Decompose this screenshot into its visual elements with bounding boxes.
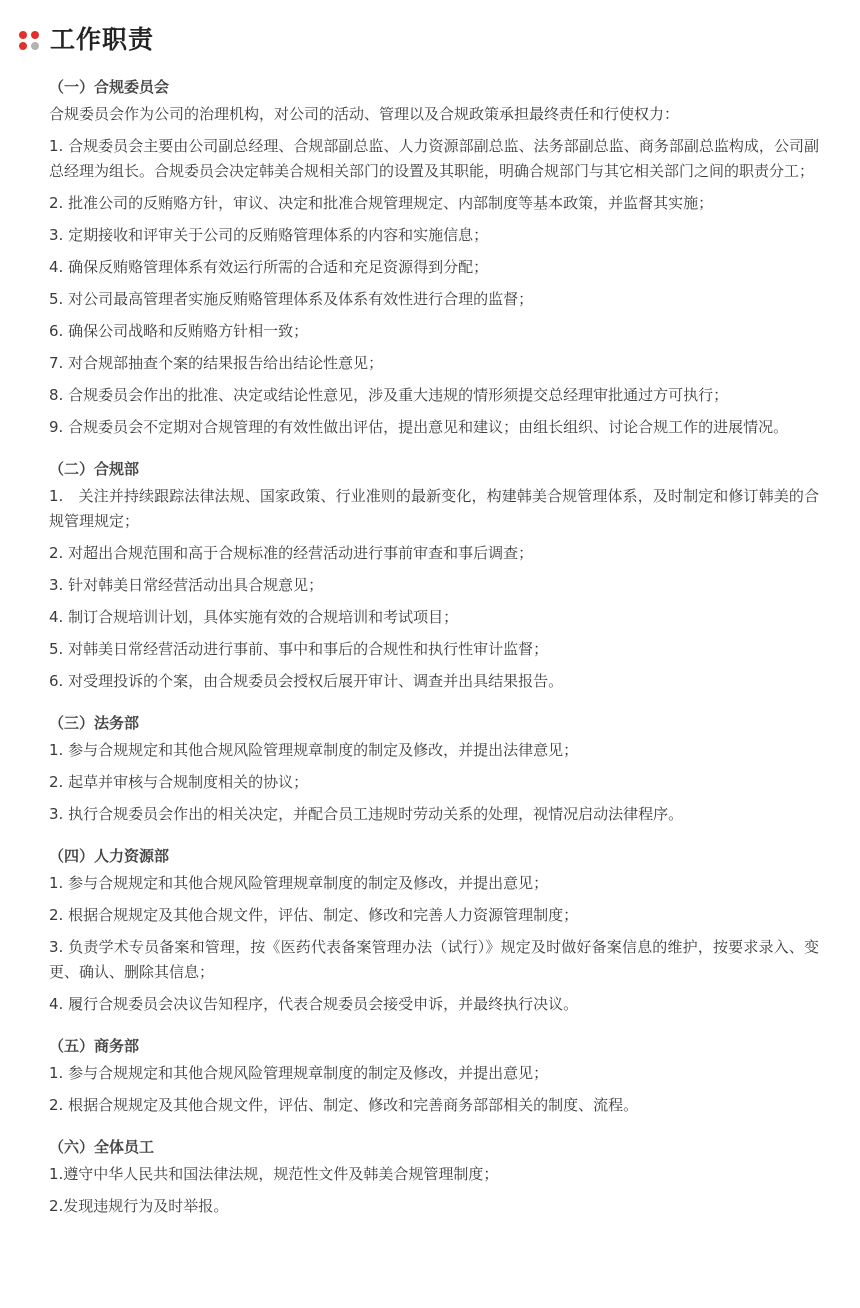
section-title: （二）合规部: [49, 460, 140, 478]
section-paragraph: 2. 对超出合规范围和高于合规标准的经营活动进行事前审查和事后调查；: [49, 544, 534, 562]
section-paragraph: 5. 对公司最高管理者实施反贿赂管理体系及体系有效性进行合理的监督；: [49, 290, 534, 308]
four-dots-icon: [18, 28, 42, 52]
section-title: （一）合规委员会: [49, 78, 170, 96]
section-title: （三）法务部: [49, 714, 140, 732]
section-paragraph: 2. 根据合规规定及其他合规文件，评估、制定、修改和完善人力资源管理制度；: [49, 906, 579, 924]
section-paragraph: 4. 制订合规培训计划，具体实施有效的合规培训和考试项目；: [49, 608, 459, 626]
section-paragraph: 1. 参与合规规定和其他合规风险管理规章制度的制定及修改，并提出意见；: [49, 1064, 549, 1082]
section-paragraph: 2. 起草并审核与合规制度相关的协议；: [49, 773, 309, 791]
section-paragraph: 8. 合规委员会作出的批准、决定或结论性意见，涉及重大违规的情形须提交总经理审批通过方可执行；: [49, 386, 729, 404]
section-6: [49, 1132, 819, 1219]
section-paragraph: 2. 根据合规规定及其他合规文件，评估、制定、修改和完善商务部部相关的制度、流程。: [49, 1096, 639, 1114]
red-dot: [31, 31, 39, 39]
page-header: [18, 24, 154, 56]
section-paragraph: 合规委员会作为公司的治理机构，对公司的活动、管理以及合规政策承担最终责任和行使权力：: [49, 105, 680, 123]
section-2: [49, 454, 819, 694]
gray-dot: [31, 42, 39, 50]
section-paragraph: 5. 对韩美日常经营活动进行事前、事中和事后的合规性和执行性审计监督；: [49, 640, 549, 658]
section-paragraph: 7. 对合规部抽查个案的结果报告给出结论性意见；: [49, 354, 384, 372]
section-paragraph: 1.遵守中华人民共和国法律法规，规范性文件及韩美合规管理制度；: [49, 1165, 499, 1183]
section-paragraph: 3. 执行合规委员会作出的相关决定，并配合员工违规时劳动关系的处理，视情况启动法律程序。: [49, 805, 684, 823]
responsibilities-content: [49, 72, 819, 1233]
red-dot: [19, 31, 27, 39]
section-paragraph: 1. 参与合规规定和其他合规风险管理规章制度的制定及修改，并提出法律意见；: [49, 741, 579, 759]
section-paragraph: 2.发现违规行为及时举报。: [49, 1197, 229, 1215]
section-paragraph: 1. 参与合规规定和其他合规风险管理规章制度的制定及修改，并提出意见；: [49, 874, 549, 892]
section-paragraph: 9. 合规委员会不定期对合规管理的有效性做出评估，提出意见和建议；由组长组织、讨论合规工作的进展情况。: [49, 418, 789, 436]
section-title: （四）人力资源部: [49, 847, 170, 865]
section-paragraph: 3. 负责学术专员备案和管理，按《医药代表备案管理办法（试行）》规定及时做好备案信息的维护，按要求录入、变更、确认、删除其信息；: [49, 938, 819, 981]
page-title: 工作职责: [50, 25, 155, 54]
section-paragraph: 6. 确保公司战略和反贿赂方针相一致；: [49, 322, 309, 340]
section-title: （六）全体员工: [49, 1138, 155, 1156]
section-paragraph: 1. 合规委员会主要由公司副总经理、合规部副总监、人力资源部副总监、法务部副总监、商务部副总监构成，公司副总经理为组长。合规委员会决定韩美合规相关部门的设置及其职能，明确合规部门与其它相关部门之间的职责分工；: [49, 137, 819, 180]
section-paragraph: 6. 对受理投诉的个案，由合规委员会授权后展开审计、调查并出具结果报告。: [49, 672, 564, 690]
section-paragraph: 3. 定期接收和评审关于公司的反贿赂管理体系的内容和实施信息；: [49, 226, 489, 244]
section-5: [49, 1031, 819, 1118]
section-paragraph: 4. 履行合规委员会决议告知程序，代表合规委员会接受申诉，并最终执行决议。: [49, 995, 579, 1013]
red-dot: [19, 42, 27, 50]
section-4: [49, 841, 819, 1017]
section-3: [49, 708, 819, 827]
section-paragraph: 1. 关注并持续跟踪法律法规、国家政策、行业准则的最新变化，构建韩美合规管理体系，及时制定和修订韩美的合规管理规定；: [49, 487, 819, 530]
section-paragraph: 2. 批准公司的反贿赂方针，审议、决定和批准合规管理规定、内部制度等基本政策，并监督其实施；: [49, 194, 714, 212]
section-paragraph: 3. 针对韩美日常经营活动出具合规意见；: [49, 576, 324, 594]
section-1: [49, 72, 819, 440]
section-paragraph: 4. 确保反贿赂管理体系有效运行所需的合适和充足资源得到分配；: [49, 258, 489, 276]
section-title: （五）商务部: [49, 1037, 140, 1055]
